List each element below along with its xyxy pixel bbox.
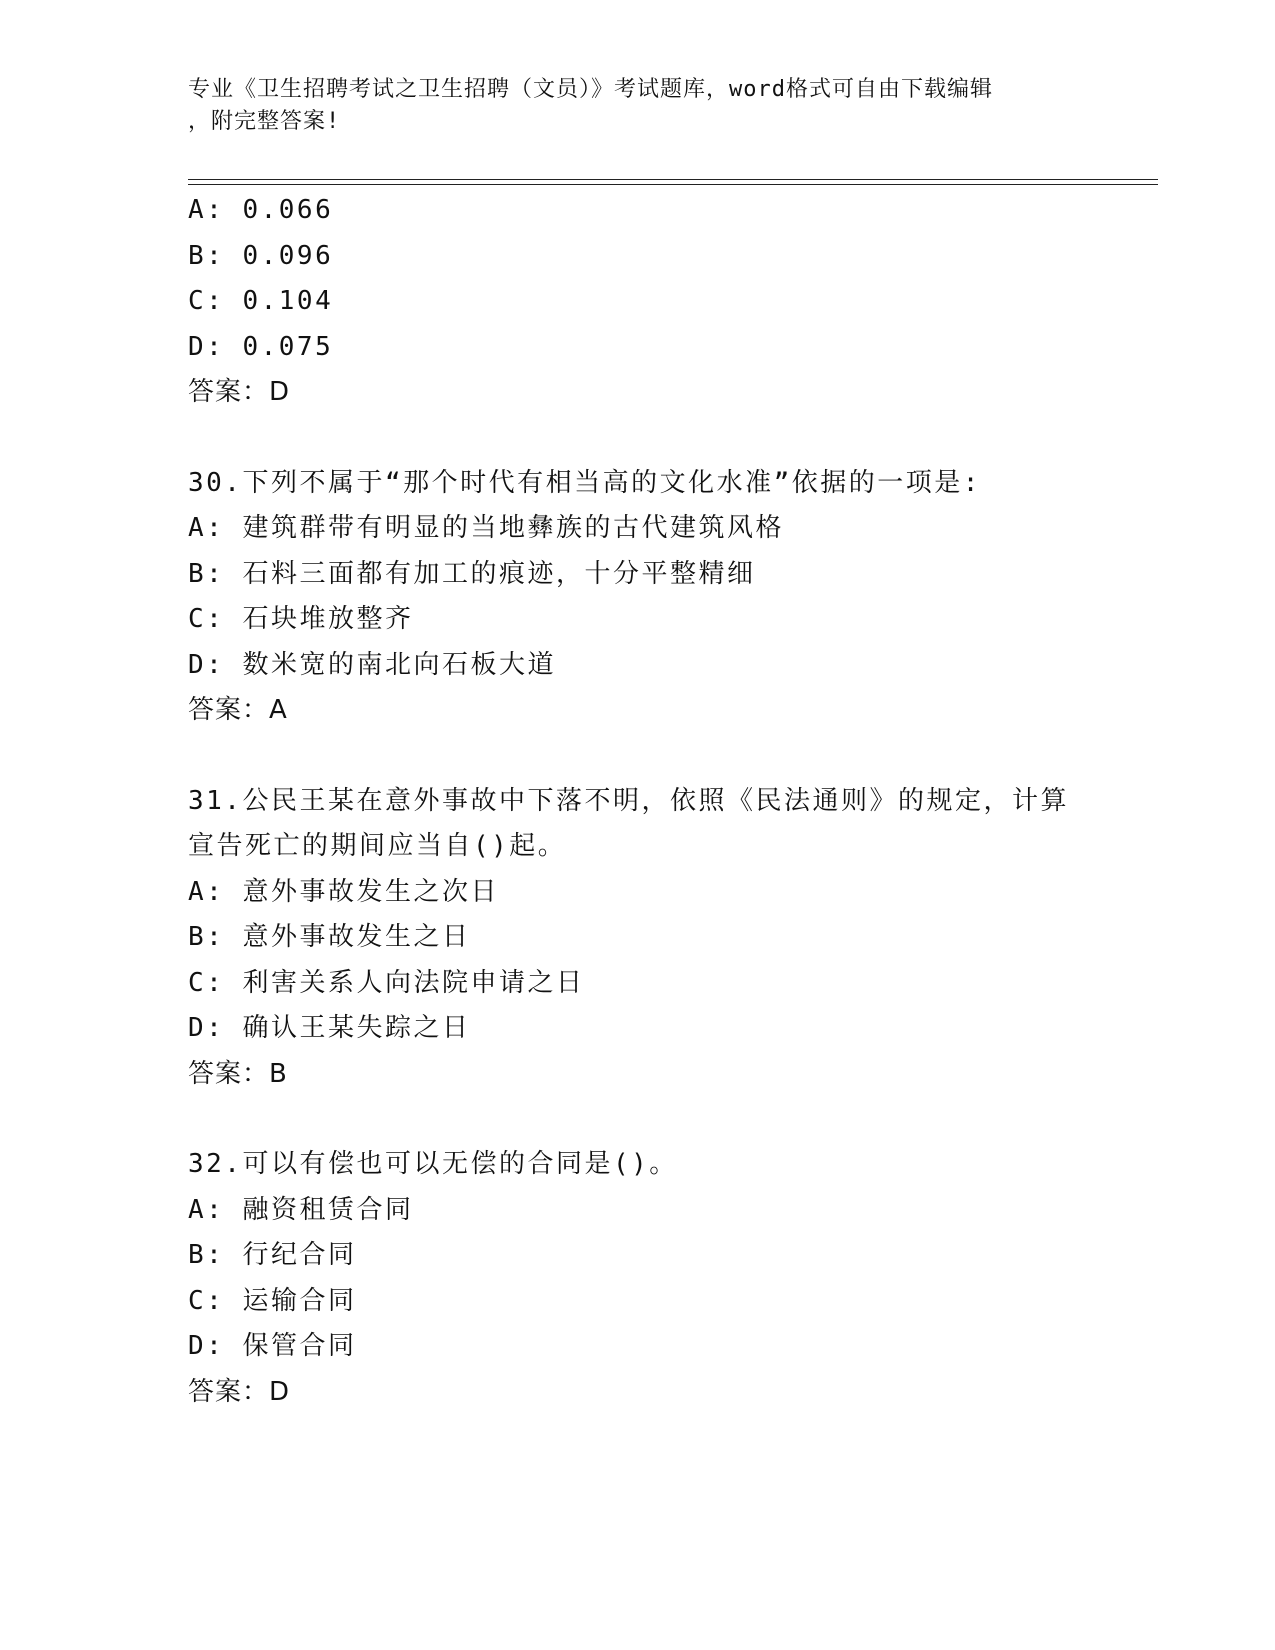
option-c: C: 0.104 bbox=[188, 286, 334, 316]
question-stem-line-1: 31.公民王某在意外事故中下落不明，依照《民法通则》的规定，计算 bbox=[188, 785, 1069, 816]
question-stem: 30.下列不属于“那个时代有相当高的文化水准”依据的一项是: bbox=[188, 467, 981, 498]
question-list bbox=[188, 188, 1148, 1415]
option-c: C: 石块堆放整齐 bbox=[188, 604, 414, 634]
question-stem: 32.可以有偿也可以无偿的合同是()。 bbox=[188, 1149, 678, 1179]
option-a: A: 0.066 bbox=[188, 195, 334, 225]
option-d: D: 数米宽的南北向石板大道 bbox=[188, 649, 556, 680]
option-c: C: 利害关系人向法院申请之日 bbox=[188, 967, 585, 998]
option-c: C: 运输合同 bbox=[188, 1285, 357, 1316]
option-d: D: 0.075 bbox=[188, 331, 334, 362]
header-divider-top bbox=[188, 179, 1158, 180]
header-title-line-1: 专业《卫生招聘考试之卫生招聘（文员）》考试题库，word格式可自由下载编辑 bbox=[188, 77, 993, 102]
option-b: B: 0.096 bbox=[188, 240, 334, 271]
header-title-line-2: ，附完整答案! bbox=[188, 109, 341, 134]
question-stem-line-2: 宣告死亡的期间应当自()起。 bbox=[188, 831, 567, 861]
answer-line: 答案：D bbox=[188, 377, 291, 407]
answer-line: 答案：B bbox=[188, 1058, 288, 1089]
question-32 bbox=[188, 1142, 1148, 1415]
option-b: B: 石料三面都有加工的痕迹，十分平整精细 bbox=[188, 558, 756, 589]
option-d: D: 保管合同 bbox=[188, 1331, 357, 1361]
answer-line: 答案：D bbox=[188, 1376, 291, 1407]
page-header bbox=[188, 74, 1088, 138]
option-a: A: 建筑群带有明显的当地彝族的古代建筑风格 bbox=[188, 513, 784, 543]
option-b: B: 意外事故发生之日 bbox=[188, 922, 471, 952]
option-d: D: 确认王某失踪之日 bbox=[188, 1013, 471, 1043]
question-31 bbox=[188, 779, 1148, 1098]
question-30 bbox=[188, 461, 1148, 734]
header-divider-bottom bbox=[188, 184, 1158, 185]
answer-line: 答案：A bbox=[188, 695, 288, 725]
option-a: A: 意外事故发生之次日 bbox=[188, 876, 499, 907]
option-a: A: 融资租赁合同 bbox=[188, 1194, 414, 1225]
option-b: B: 行纪合同 bbox=[188, 1240, 357, 1270]
question-29 bbox=[188, 188, 1148, 416]
